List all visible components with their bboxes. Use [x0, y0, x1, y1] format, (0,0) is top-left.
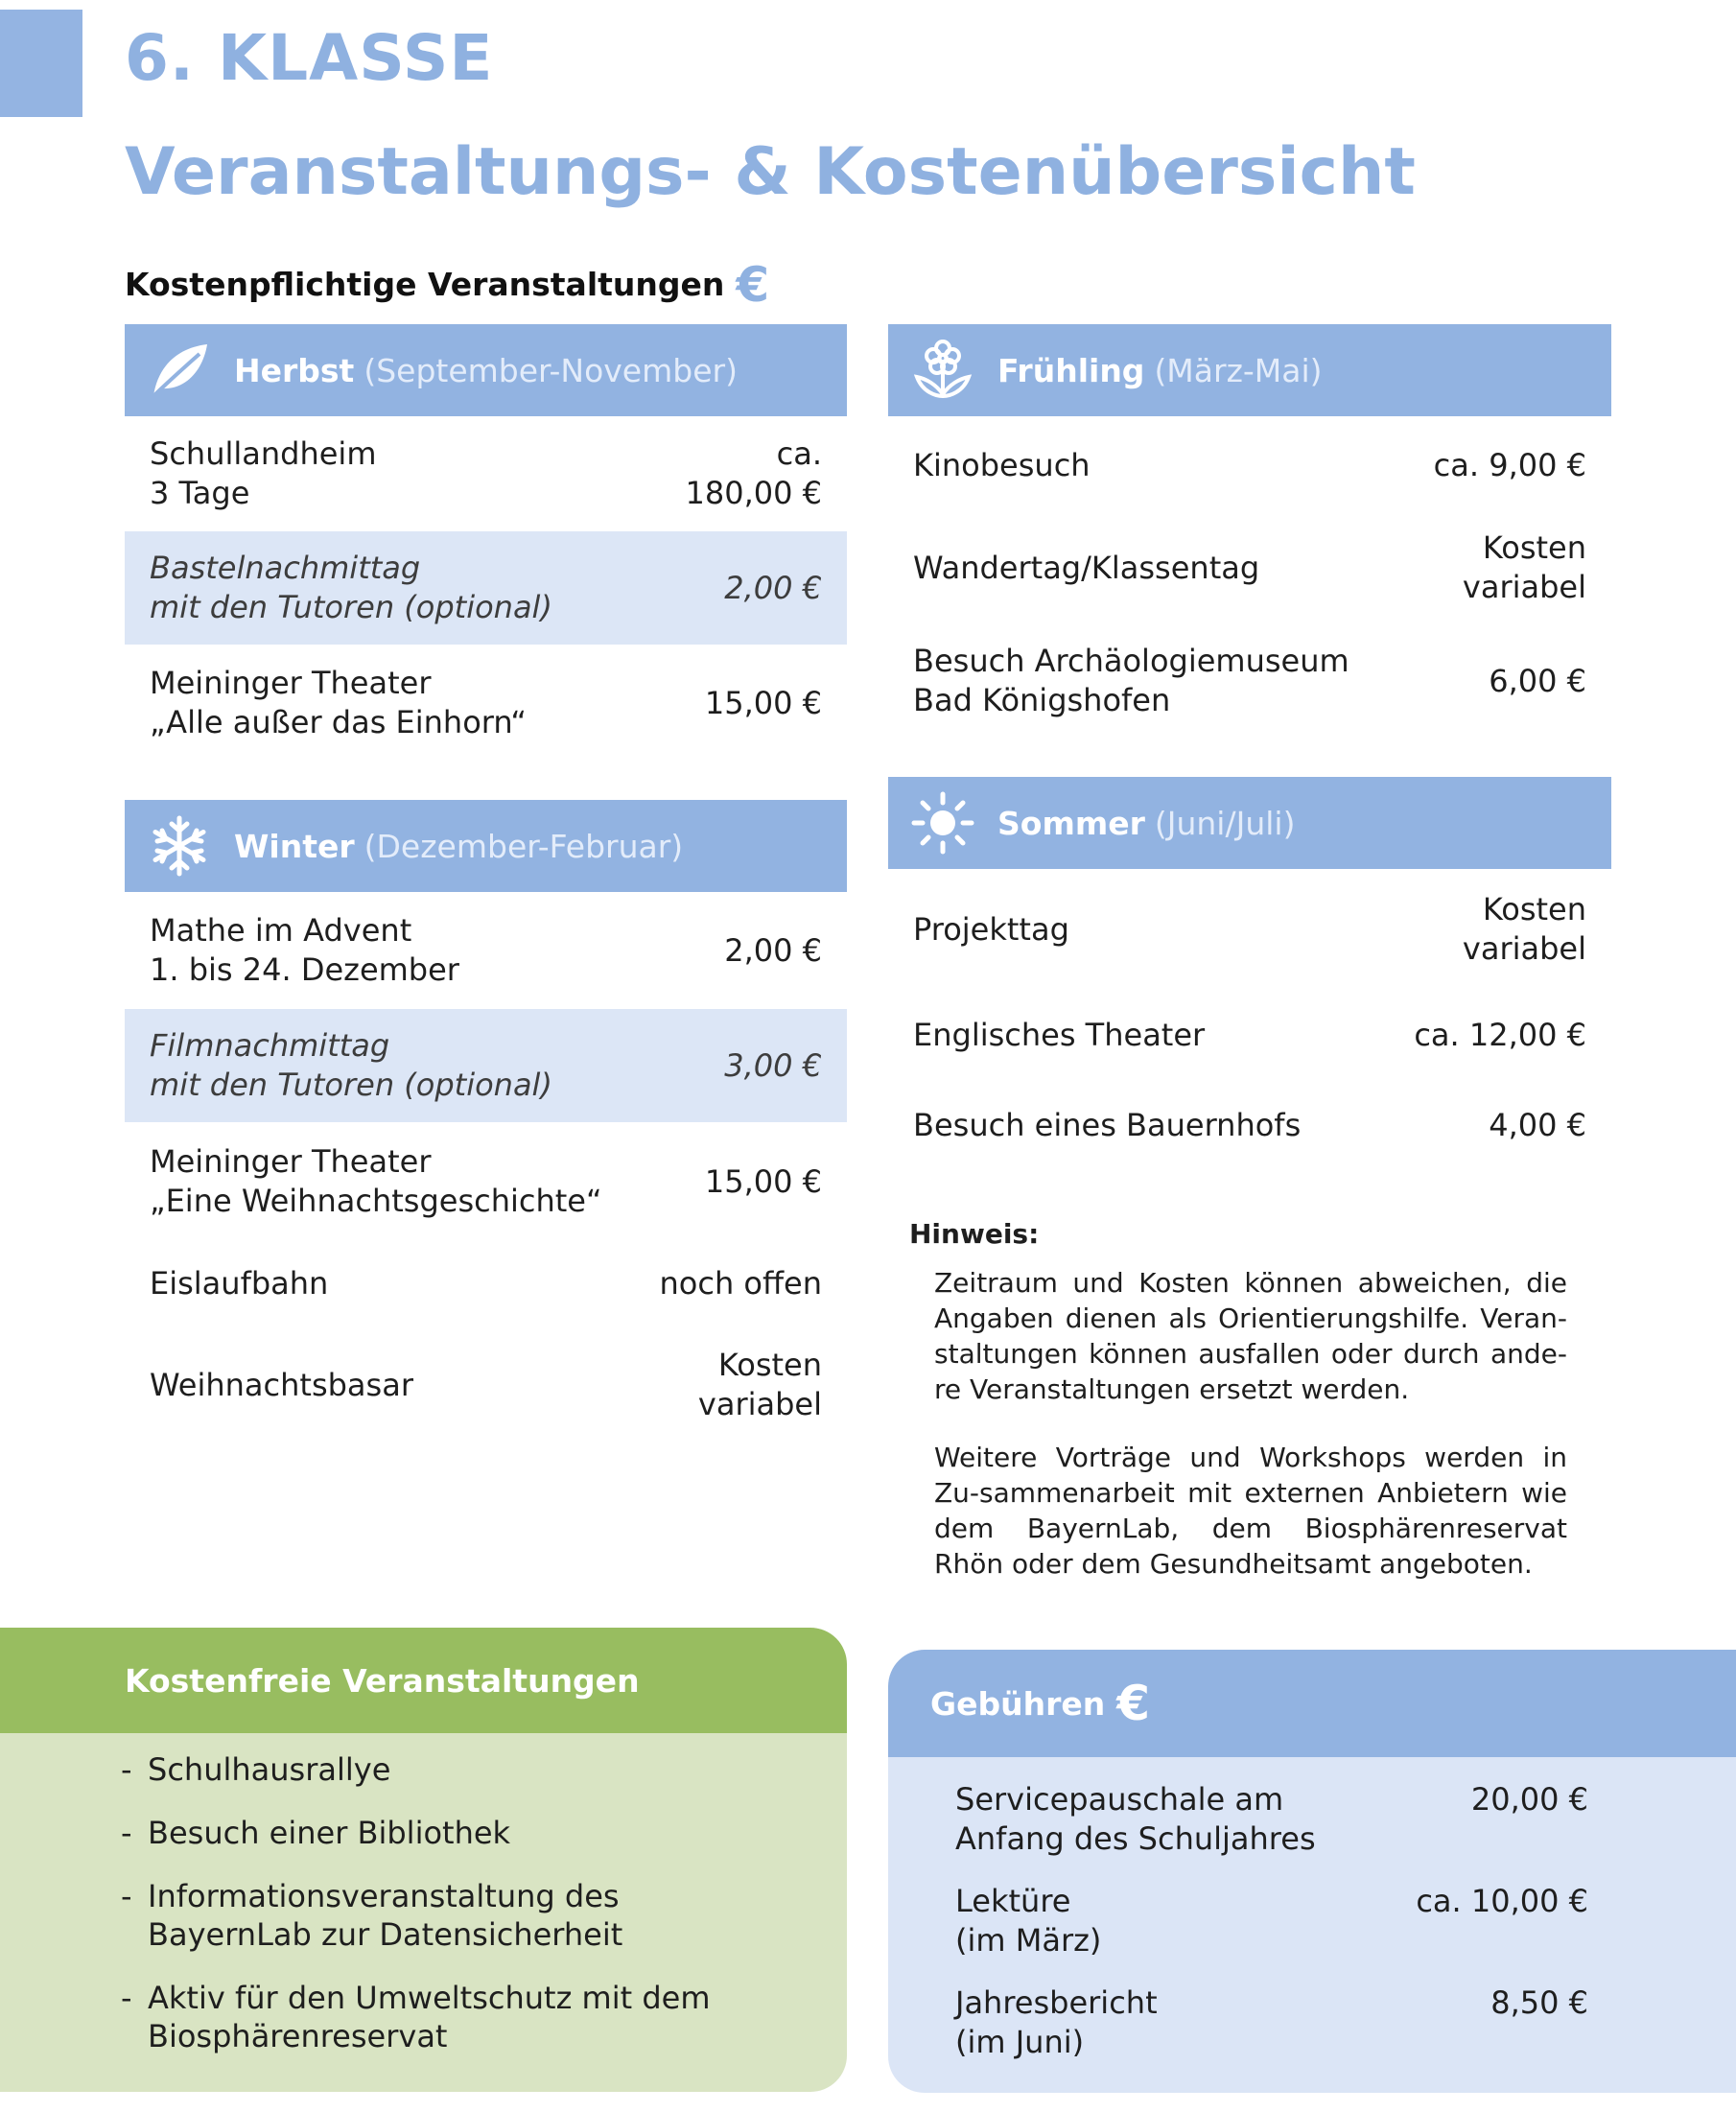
event-price: ca. 9,00 € [1433, 446, 1586, 483]
event-row [125, 416, 847, 531]
event-price: Kosten variabel [697, 1347, 822, 1422]
fee-label: Jahresbericht (im Juni) [955, 1984, 1158, 2060]
event-row [125, 645, 847, 762]
event-label: Wandertag/Klassentag [913, 549, 1260, 586]
season-card-fruehling [888, 324, 1611, 740]
event-label: Meininger Theater „Eine Weihnachtsgeschichte“ [150, 1143, 602, 1219]
fee-row [888, 1882, 1736, 1960]
season-name: Sommer [997, 804, 1145, 842]
event-price: 2,00 € [724, 931, 822, 969]
fees-heading-text: Gebühren [930, 1684, 1106, 1723]
paid-events-heading-text: Kostenpflichtige Veranstaltungen [125, 266, 725, 303]
season-card-herbst [125, 324, 847, 762]
event-label: Besuch Archäologiemuseum Bad Königshofen [913, 643, 1349, 718]
fee-price: 8,50 € [1490, 1984, 1588, 2021]
event-price: ca. 180,00 € [685, 435, 822, 511]
paid-events-heading [125, 257, 769, 313]
list-item: - Schulhausrallye [148, 1750, 847, 1789]
event-row [888, 869, 1611, 990]
fee-row [888, 1983, 1736, 2062]
event-label: Schullandheim 3 Tage [150, 435, 377, 511]
event-row [888, 416, 1611, 514]
fees-box [888, 1650, 1736, 2093]
event-label: Kinobesuch [913, 446, 1091, 483]
event-price: 2,00 € [724, 569, 822, 606]
event-price: noch offen [659, 1264, 822, 1302]
note-heading: Hinweis: [909, 1218, 1040, 1250]
season-header-sommer [888, 777, 1611, 869]
event-row [125, 1326, 847, 1444]
note-paragraph: Weitere Vorträge und Workshops werden in Zu-sammenarbeit mit externen Anbietern wie dem BayernLab, dem Biosphärenreservat Rhön oder dem Gesundheitsamt angeboten. [934, 1442, 1567, 1580]
list-item: - Aktiv für den Umweltschutz mit dem Biosphärenreservat [148, 1979, 847, 2055]
season-header-herbst [125, 324, 847, 416]
event-label: Weihnachtsbasar [150, 1366, 413, 1403]
event-label: Englisches Theater [913, 1016, 1206, 1053]
event-price: 4,00 € [1489, 1106, 1586, 1143]
free-events-box [0, 1628, 847, 2092]
season-card-sommer [888, 777, 1611, 1170]
event-label: Filmnachmittag mit den Tutoren (optional) [150, 1027, 552, 1103]
event-row [125, 1241, 847, 1326]
event-label: Bastelnachmittag mit den Tutoren (optional) [150, 550, 552, 625]
free-events-list [0, 1733, 847, 2055]
corner-accent [0, 10, 82, 117]
fee-label: Servicepauschale am Anfang des Schuljahres [955, 1781, 1316, 1857]
flower-icon [909, 337, 976, 404]
fee-price: ca. 10,00 € [1416, 1883, 1588, 1919]
note-paragraph: Zeitraum und Kosten können abweichen, die Angaben dienen als Orientierungshilfe. Veran-staltungen können ausfallen oder durch ande-re Veranstaltungen ersetzt werden. [934, 1267, 1567, 1405]
event-label: Besuch eines Bauernhofs [913, 1106, 1302, 1143]
event-price: 15,00 € [704, 684, 822, 721]
season-card-winter [125, 800, 847, 1444]
euro-icon: € [1116, 1676, 1151, 1731]
season-range: (März-Mai) [1154, 351, 1323, 389]
fee-price: 20,00 € [1470, 1781, 1588, 1818]
event-label: Mathe im Advent 1. bis 24. Dezember [150, 912, 459, 988]
season-range: (Dezember-Februar) [364, 827, 684, 865]
event-row-optional [125, 531, 847, 645]
snowflake-icon [146, 812, 213, 880]
season-range: (Juni/Juli) [1154, 804, 1296, 842]
season-header-fruehling [888, 324, 1611, 416]
event-row [888, 622, 1611, 740]
event-row [888, 514, 1611, 622]
leaf-icon [146, 337, 213, 404]
list-item: - Besuch einer Bibliothek [148, 1814, 847, 1852]
season-header-winter [125, 800, 847, 892]
list-item: - Informationsveranstaltung des BayernLab zur Datensicherheit [148, 1877, 847, 1954]
fee-label: Lektüre (im März) [955, 1883, 1102, 1959]
euro-icon: € [736, 257, 770, 313]
event-price: 15,00 € [704, 1162, 822, 1200]
event-price: ca. 12,00 € [1414, 1016, 1586, 1053]
free-events-heading: Kostenfreie Veranstaltungen [0, 1628, 847, 1733]
event-price: 3,00 € [724, 1046, 822, 1084]
sun-icon [909, 789, 976, 857]
note-box [909, 1216, 1567, 1582]
page-title: Veranstaltungs- & Kostenübersicht [125, 134, 1416, 210]
fees-heading [888, 1650, 1736, 1757]
event-price: Kosten variabel [1462, 529, 1586, 605]
event-price: Kosten variabel [1462, 891, 1586, 967]
event-row-optional [125, 1009, 847, 1122]
event-row [125, 892, 847, 1009]
fee-row [888, 1780, 1736, 1859]
event-row [125, 1122, 847, 1241]
event-label: Meininger Theater „Alle außer das Einhorn“ [150, 665, 527, 740]
season-name: Frühling [997, 351, 1145, 389]
event-label: Projekttag [913, 910, 1069, 948]
event-row [888, 1080, 1611, 1170]
season-name: Herbst [234, 351, 355, 389]
event-price: 6,00 € [1489, 662, 1586, 699]
grade-title: 6. KLASSE [125, 21, 494, 95]
season-range: (September-November) [364, 351, 738, 389]
event-row [888, 990, 1611, 1080]
season-name: Winter [234, 827, 355, 865]
event-label: Eislaufbahn [150, 1264, 329, 1302]
